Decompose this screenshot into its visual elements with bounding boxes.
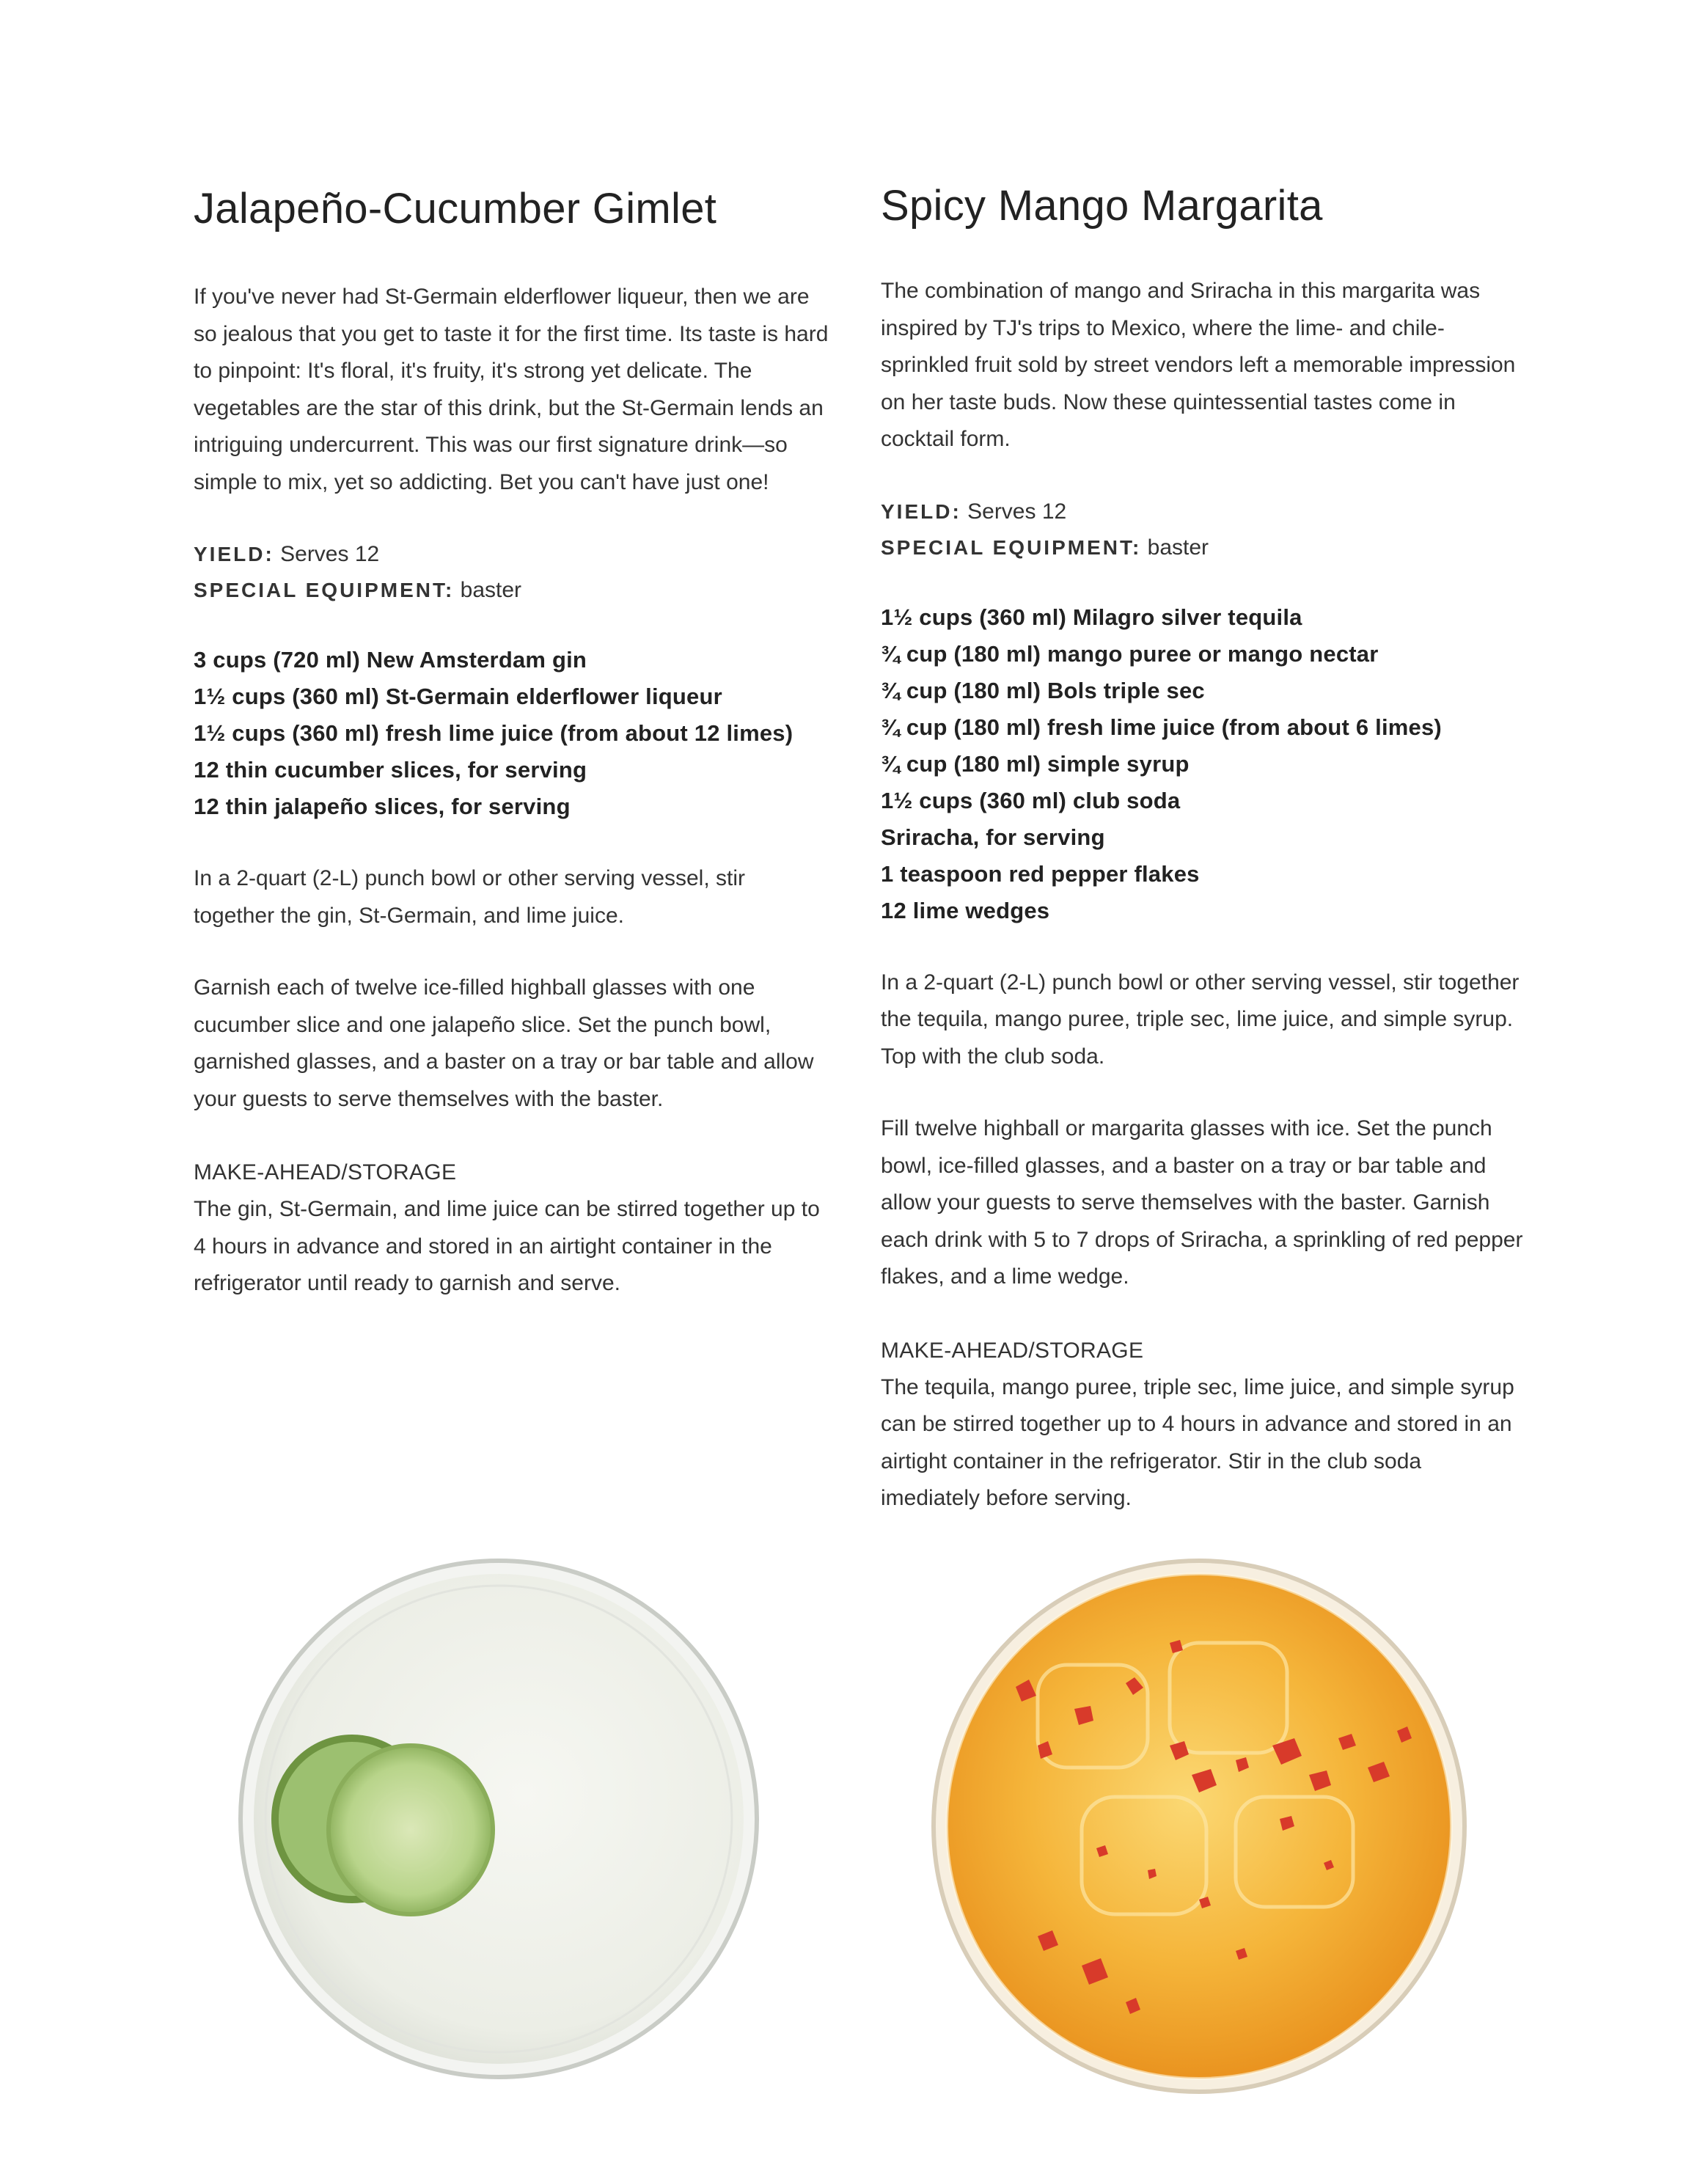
recipe-intro: If you've never had St-Germain elderflower liqueur, then we are so jealous that you get to taste it for the first time. Its taste is hard to pinpoint: It's floral, it's fruity, it's strong yet delicate. The vegetables are the star of this drink, but the St-Germain lends an intriguing undercurrent. This was our first signature drink—so simple to mix, yet so addicting. Bet you can't have just one! [194, 285, 829, 494]
make-ahead-text: The tequila, mango puree, triple sec, lime juice, and simple syrup can be stirred together up to 4 hours in advance and stored in an airtight container in the refrigerator. Stir in the club soda imediately before serving. [881, 1374, 1514, 1510]
equipment-line [194, 572, 832, 608]
yield-label: YIELD: [881, 499, 961, 523]
margarita-glass-illustration [928, 1555, 1470, 2098]
margarita-photo [928, 1555, 1470, 2098]
cucumber-slice [329, 1746, 493, 1914]
yield-value: Serves 12 [280, 542, 380, 566]
equipment-label: SPECIAL EQUIPMENT: [881, 535, 1142, 559]
margarita-liquid [947, 1574, 1451, 2079]
equipment-value: baster [1147, 535, 1209, 560]
method-step: In a 2-quart (2-L) punch bowl or other serving vessel, stir together the tequila, mango puree, triple sec, lime juice, and simple syrup. Top with the club soda. [881, 970, 1520, 1069]
ingredient-item: ¾ cup (180 ml) mango puree or mango nectar [881, 640, 1379, 667]
ingredient-item: 12 thin cucumber slices, for serving [194, 757, 587, 783]
recipe-intro: The combination of mango and Sriracha in this margarita was inspired by TJ's trips to Mexico, where the lime- and chile-sprinkled fruit sold by street vendors left a memorable impression on her taste buds. Now these quintessential tastes come in cocktail form. [881, 279, 1516, 451]
recipe-title: Jalapeño-Cucumber Gimlet [194, 185, 717, 232]
equipment-line [881, 530, 1526, 565]
recipe-meta [194, 536, 832, 608]
equipment-label: SPECIAL EQUIPMENT: [194, 579, 455, 601]
ingredient-item: 1 teaspoon red pepper flakes [881, 860, 1200, 887]
make-ahead-heading: MAKE-AHEAD/STORAGE [194, 1160, 457, 1184]
yield-line [881, 494, 1526, 530]
ingredient-item: 1½ cups (360 ml) Milagro silver tequila [881, 604, 1302, 630]
ingredient-item: ¾ cup (180 ml) simple syrup [881, 750, 1190, 777]
ingredient-list [194, 642, 832, 825]
yield-value: Serves 12 [967, 499, 1067, 524]
method-step: In a 2-quart (2-L) punch bowl or other serving vessel, stir together the gin, St-Germain, and lime juice. [194, 866, 746, 928]
ingredient-item: 12 lime wedges [881, 897, 1050, 923]
yield-line [194, 536, 832, 572]
ingredient-item: 1½ cups (360 ml) club soda [881, 787, 1181, 813]
make-ahead-heading: MAKE-AHEAD/STORAGE [881, 1338, 1144, 1363]
ingredient-item: Sriracha, for serving [881, 824, 1105, 850]
ingredient-item: 3 cups (720 ml) New Amsterdam gin [194, 647, 587, 673]
make-ahead-text: The gin, St-Germain, and lime juice can be stirred together up to 4 hours in advance and stored in an airtight container in the refrigerator until ready to garnish and serve. [194, 1197, 820, 1295]
equipment-value: baster [460, 578, 522, 602]
recipe-gimlet [194, 183, 832, 1303]
method-step: Fill twelve highball or margarita glasses with ice. Set the punch bowl, ice-filled glasses, and a baster on a tray or bar table and allow your guests to serve themselves with the baster. Garnish each drink with 5 to 7 drops of Sriracha, a sprinkling of red pepper flakes, and a lime wedge. [881, 1116, 1523, 1289]
gimlet-photo [235, 1555, 763, 2083]
recipe-title: Spicy Mango Margarita [881, 182, 1323, 230]
ingredient-item: ¾ cup (180 ml) Bols triple sec [881, 677, 1205, 703]
recipe-margarita [881, 183, 1526, 1517]
ingredient-item: 1½ cups (360 ml) fresh lime juice (from about 12 limes) [194, 720, 793, 746]
ingredient-item: 12 thin jalapeño slices, for serving [194, 794, 571, 819]
ingredient-item: 1½ cups (360 ml) St-Germain elderflower liqueur [194, 684, 722, 709]
ingredient-list [881, 599, 1526, 929]
method-step: Garnish each of twelve ice-filled highball glasses with one cucumber slice and one jalapeño slice. Set the punch bowl, garnished glasses, and a baster on a tray or bar table and allow your guests to serve themselves with the baster. [194, 975, 814, 1111]
recipe-meta [881, 494, 1526, 565]
ingredient-item: ¾ cup (180 ml) fresh lime juice (from about 6 limes) [881, 714, 1442, 740]
yield-label: YIELD: [194, 543, 274, 565]
gimlet-glass-illustration [235, 1555, 763, 2083]
